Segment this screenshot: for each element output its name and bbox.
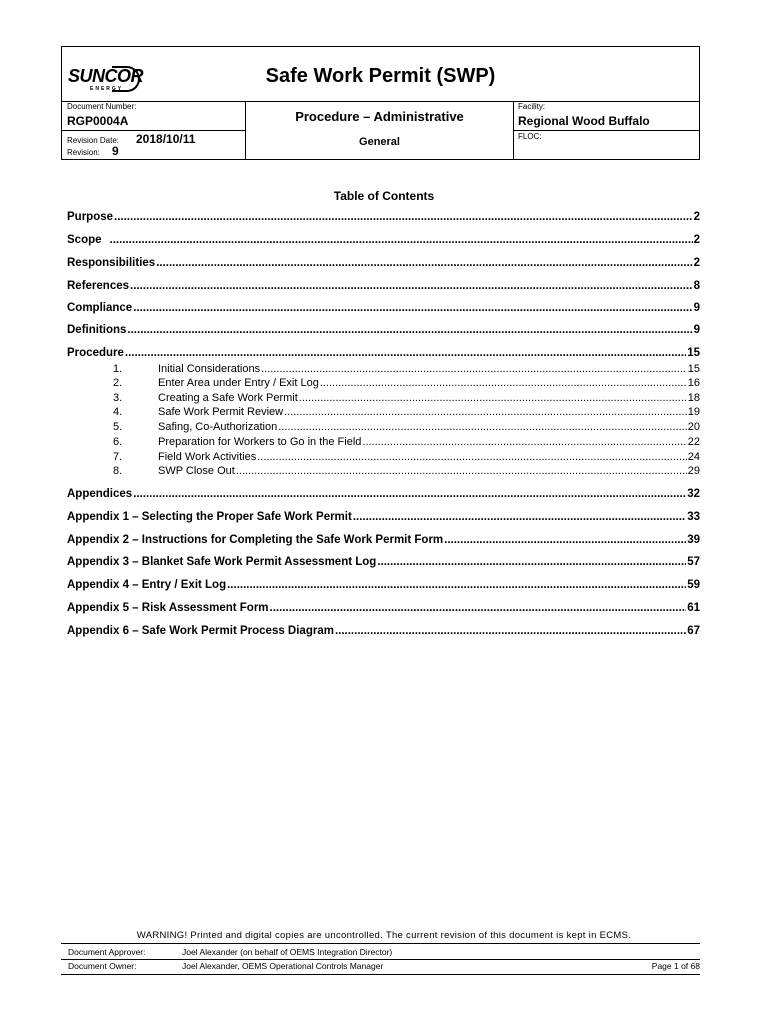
logo-subtext: ENERGY — [90, 86, 124, 92]
toc-entry-page: 9 — [693, 302, 700, 314]
document-number-label: Document Number: — [67, 102, 137, 111]
toc-entry-definitions[interactable] — [67, 324, 700, 340]
logo-wordmark: SUNCOR — [68, 66, 144, 86]
toc-entry-label: Appendix 4 – Entry / Exit Log — [67, 579, 227, 591]
floc-label: FLOC: — [518, 132, 542, 141]
document-header — [61, 46, 700, 160]
toc-entry-appendix-2[interactable] — [67, 534, 700, 550]
toc-entry-label: Compliance — [67, 302, 133, 314]
revision-label: Revision: — [67, 148, 100, 157]
toc-entry-page: 67 — [687, 625, 700, 637]
toc-entry-page: 32 — [687, 488, 700, 500]
toc-entry-appendix-3[interactable] — [67, 556, 700, 572]
toc-entry-label: Appendix 6 – Safe Work Permit Process Diagram — [67, 625, 334, 637]
footer-approver-row — [68, 947, 700, 959]
toc-entry-procedure[interactable] — [67, 347, 700, 363]
toc-entry-appendix-1[interactable] — [67, 511, 700, 527]
toc-entry-compliance[interactable] — [67, 302, 700, 318]
toc-subentry[interactable]: 7. Field Work Activities ..... 24 — [113, 451, 700, 465]
toc-entry-appendices[interactable] — [67, 488, 700, 504]
toc-entry-page: 59 — [687, 579, 700, 591]
toc-entry-references[interactable] — [67, 280, 700, 296]
toc-entry-appendix-6[interactable] — [67, 625, 700, 641]
toc-entry-scope[interactable] — [67, 234, 700, 250]
toc-subentry[interactable]: 8. SWP Close Out ..... 29 — [113, 465, 700, 479]
footer-divider — [61, 974, 700, 975]
toc-entry-page: 15 — [687, 347, 700, 359]
facility-name: Regional Wood Buffalo — [518, 114, 650, 128]
procedure-type: Procedure – Administrative — [295, 109, 464, 124]
toc-entry-responsibilities[interactable] — [67, 257, 700, 273]
toc-entry-label: Appendices — [67, 488, 133, 500]
toc-entry-label: Scope — [67, 234, 102, 246]
approver-value: Joel Alexander (on behalf of OEMS Integration Director) — [182, 947, 393, 957]
facility-cell — [514, 101, 699, 159]
toc-entry-page: 8 — [693, 280, 700, 292]
revision-date: 2018/10/11 — [136, 132, 196, 146]
toc-entry-label: Appendix 1 – Selecting the Proper Safe Work Permit — [67, 511, 352, 523]
document-number: RGP0004A — [67, 114, 129, 128]
toc-title: Table of Contents — [333, 189, 435, 203]
header-info-row — [62, 101, 699, 159]
toc-entry-label: Purpose — [67, 211, 114, 223]
owner-label: Document Owner: — [68, 961, 137, 971]
toc-entry-page: 33 — [687, 511, 700, 523]
owner-value: Joel Alexander, OEMS Operational Controls Manager — [182, 961, 384, 971]
toc-subentry[interactable]: 1. Initial Considerations ..... 15 — [113, 363, 700, 377]
page-number: Page 1 of 68 — [651, 961, 700, 971]
toc-entry-page: 2 — [693, 257, 700, 269]
toc-entry-label: Responsibilities — [67, 257, 156, 269]
uncontrolled-copy-warning: WARNING! Printed and digital copies are uncontrolled. The current revision of this document is kept in ECMS. — [136, 930, 632, 941]
procedure-cell — [246, 101, 514, 159]
document-title: Safe Work Permit (SWP) — [265, 65, 496, 87]
approver-label: Document Approver: — [68, 947, 146, 957]
footer-divider — [61, 943, 700, 944]
document-id-cell — [62, 101, 246, 159]
toc-entry-purpose[interactable] — [67, 211, 700, 227]
footer-divider — [61, 959, 700, 960]
header-title-row — [62, 47, 699, 102]
toc-entry-appendix-4[interactable] — [67, 579, 700, 595]
toc-entry-page: 9 — [693, 324, 700, 336]
toc-entry-page: 39 — [687, 534, 700, 546]
toc-entry-page: 57 — [687, 556, 700, 568]
toc-entry-label: Appendix 3 – Blanket Safe Work Permit Assessment Log — [67, 556, 377, 568]
toc-entry-label: References — [67, 280, 130, 292]
toc-entry-label: Appendix 5 – Risk Assessment Form — [67, 602, 269, 614]
procedure-category: General — [359, 136, 400, 148]
toc-entry-page: 61 — [687, 602, 700, 614]
toc-entry-label: Appendix 2 – Instructions for Completing the Safe Work Permit Form — [67, 534, 444, 546]
facility-label: Facility: — [518, 102, 546, 111]
toc-entry-page: 2 — [693, 211, 700, 223]
toc-subentry[interactable]: 3. Creating a Safe Work Permit ..... 18 — [113, 392, 700, 406]
toc-subentry[interactable]: 6. Preparation for Workers to Go in the Field ..... 22 — [113, 436, 700, 450]
footer-owner-row — [68, 961, 700, 973]
revision-date-label: Revision Date: — [67, 136, 120, 145]
toc-entry-appendix-5[interactable] — [67, 602, 700, 618]
toc-subentry[interactable]: 4. Safe Work Permit Review ..... 19 — [113, 406, 700, 420]
toc-entry-label: Definitions — [67, 324, 127, 336]
toc-entry-page: 2 — [693, 234, 700, 246]
revision-number: 9 — [112, 144, 119, 158]
toc-subentry[interactable]: 2. Enter Area under Entry / Exit Log ..... 16 — [113, 377, 700, 391]
toc-subentry[interactable]: 5. Safing, Co-Authorization ..... 20 — [113, 421, 700, 435]
toc-entry-label: Procedure — [67, 347, 124, 359]
